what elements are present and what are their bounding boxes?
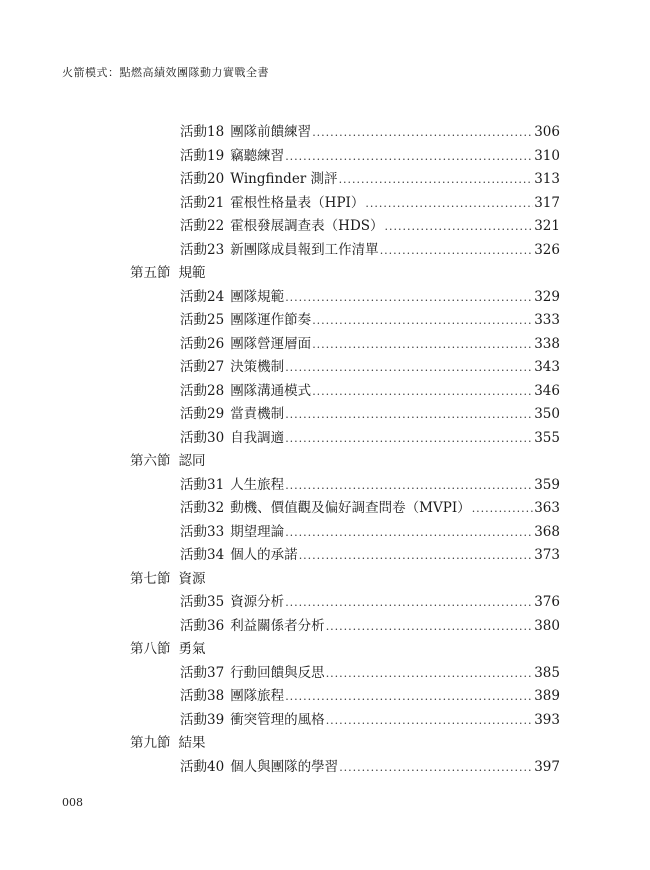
dot-leader <box>285 286 533 310</box>
activity-title: 團隊規範 <box>230 288 285 305</box>
section-number: 第九節 <box>130 735 171 751</box>
toc-section-heading <box>130 450 560 474</box>
toc-entry <box>130 685 560 709</box>
activity-number: 活動22 <box>180 218 225 234</box>
page-ref: 346 <box>534 382 560 399</box>
toc-entry <box>130 239 560 263</box>
dot-leader <box>326 615 534 639</box>
toc-entry <box>130 427 560 451</box>
activity-title: 當責機制 <box>230 406 285 422</box>
toc-entry <box>130 380 560 404</box>
toc-entry <box>130 474 560 498</box>
activity-title: 團隊前饋練習 <box>230 124 312 140</box>
page-ref: 355 <box>534 429 560 446</box>
section-number: 第六節 <box>130 453 171 469</box>
page-ref: 389 <box>534 688 560 704</box>
dot-leader <box>285 591 533 615</box>
activity-number: 活動33 <box>180 523 225 540</box>
activity-number: 活動37 <box>180 664 225 681</box>
section-title: 結果 <box>178 735 206 751</box>
toc-entry <box>130 145 560 169</box>
activity-title: 新團隊成員報到工作清單 <box>230 241 379 258</box>
activity-number: 活動24 <box>180 288 225 305</box>
page-ref: 393 <box>534 711 560 728</box>
dot-leader <box>365 192 533 216</box>
toc-entry <box>130 521 560 545</box>
dot-leader <box>380 239 534 263</box>
activity-title: Wingfinder 測評 <box>230 171 338 187</box>
section-number: 第七節 <box>130 570 171 587</box>
page-ref: 321 <box>534 218 560 234</box>
page-ref: 397 <box>534 758 560 775</box>
dot-leader <box>285 685 533 709</box>
dot-leader <box>312 333 533 357</box>
dot-leader <box>285 356 533 380</box>
page-ref: 329 <box>534 288 560 305</box>
activity-title: 期望理論 <box>230 523 285 540</box>
dot-leader <box>339 168 534 192</box>
activity-number: 活動30 <box>180 429 225 446</box>
dot-leader <box>312 309 533 333</box>
toc-entry <box>130 356 560 380</box>
section-number: 第五節 <box>130 265 171 281</box>
page-ref: 363 <box>534 500 560 516</box>
activity-title: 個人與團隊的學習 <box>230 758 339 775</box>
toc-entry <box>130 591 560 615</box>
toc-entry <box>130 709 560 733</box>
activity-title: 團隊營運層面 <box>230 335 312 352</box>
page-ref: 306 <box>534 124 560 140</box>
dot-leader <box>385 215 534 239</box>
activity-title: 決策機制 <box>230 359 285 375</box>
activity-title: 霍根性格量表（HPI） <box>230 194 365 211</box>
activity-number: 活動34 <box>180 547 225 563</box>
dot-leader <box>312 380 533 404</box>
section-title: 資源 <box>178 570 206 587</box>
activity-number: 活動39 <box>180 711 225 728</box>
page-number: 008 <box>62 796 83 809</box>
activity-number: 活動18 <box>180 124 225 140</box>
dot-leader <box>326 662 534 686</box>
activity-number: 活動35 <box>180 594 225 610</box>
dot-leader <box>285 403 533 427</box>
activity-title: 個人的承諾 <box>230 547 298 563</box>
activity-title: 團隊旅程 <box>230 688 285 704</box>
activity-number: 活動28 <box>180 382 225 399</box>
page-ref: 310 <box>534 147 560 164</box>
section-title: 規範 <box>178 265 206 281</box>
activity-number: 活動27 <box>180 359 225 375</box>
section-number: 第八節 <box>130 641 171 657</box>
running-header: 火箭模式：點燃高績效團隊動力實戰全書 <box>62 66 269 79</box>
toc-entry <box>130 215 560 239</box>
activity-title: 團隊溝通模式 <box>230 382 312 399</box>
activity-number: 活動20 <box>180 171 225 187</box>
activity-title: 竊聽練習 <box>230 147 285 164</box>
dot-leader <box>285 521 533 545</box>
page-ref: 326 <box>534 241 560 258</box>
section-title: 認同 <box>178 453 206 469</box>
dot-leader <box>299 544 534 568</box>
activity-number: 活動19 <box>180 147 225 164</box>
activity-number: 活動38 <box>180 688 225 704</box>
toc-entry <box>130 309 560 333</box>
toc-section-heading <box>130 262 560 286</box>
dot-leader <box>285 427 533 451</box>
activity-number: 活動29 <box>180 406 225 422</box>
activity-number: 活動25 <box>180 312 225 328</box>
dot-leader <box>339 756 533 780</box>
activity-number: 活動36 <box>180 617 225 634</box>
activity-title: 衝突管理的風格 <box>230 711 325 728</box>
activity-title: 行動回饋與反思 <box>230 664 325 681</box>
activity-number: 活動23 <box>180 241 225 258</box>
dot-leader <box>312 121 533 145</box>
toc-entry <box>130 756 560 780</box>
page-ref: 343 <box>534 359 560 375</box>
page-ref: 317 <box>534 194 560 211</box>
page-ref: 368 <box>534 523 560 540</box>
toc-entry <box>130 544 560 568</box>
toc-entry <box>130 497 560 521</box>
page-ref: 350 <box>534 406 560 422</box>
activity-title: 自我調適 <box>230 429 285 446</box>
activity-title: 資源分析 <box>230 594 285 610</box>
toc-entry <box>130 286 560 310</box>
activity-number: 活動21 <box>180 194 225 211</box>
activity-title: 利益關係者分析 <box>230 617 325 634</box>
toc-entry <box>130 403 560 427</box>
toc-entry <box>130 168 560 192</box>
page-ref: 376 <box>534 594 560 610</box>
dot-leader <box>285 145 533 169</box>
table-of-contents <box>130 121 560 779</box>
toc-section-heading <box>130 568 560 592</box>
page-ref: 333 <box>534 312 560 328</box>
activity-number: 活動31 <box>180 476 225 493</box>
activity-number: 活動26 <box>180 335 225 352</box>
toc-entry <box>130 662 560 686</box>
page-ref: 380 <box>534 617 560 634</box>
dot-leader <box>326 709 534 733</box>
page-ref: 338 <box>534 335 560 352</box>
dot-leader <box>285 474 533 498</box>
activity-title: 人生旅程 <box>230 476 285 493</box>
toc-section-heading <box>130 732 560 756</box>
activity-title: 動機、價值觀及偏好調查問卷（MVPI） <box>230 500 471 516</box>
toc-section-heading <box>130 638 560 662</box>
activity-number: 活動32 <box>180 500 225 516</box>
toc-entry <box>130 121 560 145</box>
page-ref: 359 <box>534 476 560 493</box>
toc-entry <box>130 615 560 639</box>
dot-leader <box>472 497 534 521</box>
section-title: 勇氣 <box>178 641 206 657</box>
activity-title: 團隊運作節奏 <box>230 312 312 328</box>
activity-title: 霍根發展調查表（HDS） <box>230 218 384 234</box>
activity-number: 活動40 <box>180 758 225 775</box>
toc-entry <box>130 192 560 216</box>
page-ref: 313 <box>534 171 560 187</box>
page-ref: 385 <box>534 664 560 681</box>
toc-entry <box>130 333 560 357</box>
page-ref: 373 <box>534 547 560 563</box>
